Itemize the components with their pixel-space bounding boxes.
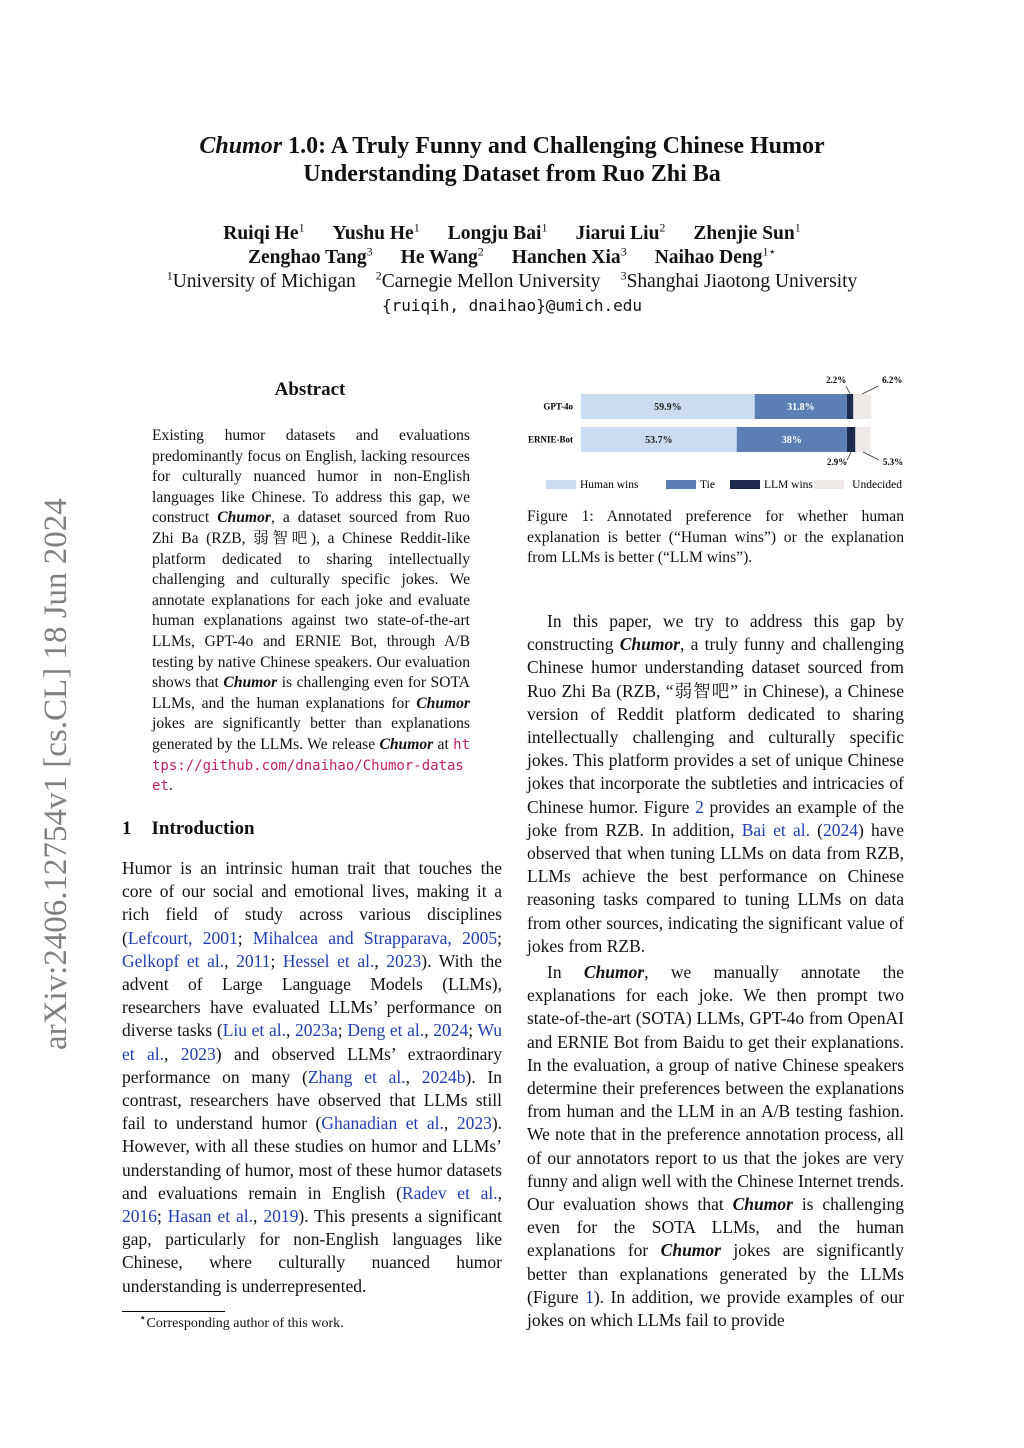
body-text: , bbox=[224, 950, 237, 971]
citation-link[interactable]: Lefcourt, 2001 bbox=[127, 927, 238, 948]
body-text: , bbox=[405, 1066, 422, 1087]
citation-link[interactable]: Hasan et al. bbox=[167, 1206, 254, 1227]
body-text: , a truly funny and challenging Chinese humor understanding dataset sourced from Ruo Zhi Ba (RZB, “弱智吧” in Chinese), a Chinese version of Reddit platform dedicated to sharing intellectually challenging and culturally specific jokes. This platform provides a set of unique Chinese jokes that incorporate the subtleties and intricacies of Chinese humor. Figure bbox=[527, 634, 904, 817]
figure-1-chart bbox=[524, 370, 914, 498]
body-text: provides an example of the joke from RZB. In addition, bbox=[527, 796, 904, 840]
author-name: Yushu He$^1$ bbox=[332, 220, 420, 244]
footnote bbox=[139, 1310, 344, 1332]
author-name: Longju Bai$^1$ bbox=[447, 220, 548, 244]
title-line-1 bbox=[0, 132, 1024, 160]
body-text: ; bbox=[337, 1020, 348, 1041]
affiliation-mark: 3 bbox=[620, 268, 627, 283]
body-text: ). In contrast, researchers have observed that LLMs still fail to understand humor ( bbox=[122, 1066, 503, 1134]
abstract-heading: Abstract bbox=[274, 379, 346, 400]
section-heading-introduction bbox=[122, 818, 255, 840]
data-label: 38% bbox=[781, 435, 802, 446]
citation-link[interactable]: 1 bbox=[585, 1286, 594, 1307]
author-affil-mark: 2 bbox=[659, 220, 666, 235]
body-text: In this paper, we try to address this gap by constructing bbox=[527, 611, 904, 655]
data-label: 2.9% bbox=[827, 457, 848, 467]
author-name: He Wang$^2$ bbox=[400, 244, 484, 268]
body-text: ; bbox=[157, 1206, 168, 1227]
author-name: Zhenjie Sun$^1$ bbox=[693, 220, 801, 244]
right-column-body bbox=[527, 610, 904, 1332]
abstract-text-4: jokes are significantly better than explanations generated by the LLMs. We release bbox=[152, 715, 470, 753]
abstract-text-3: is challenging even for SOTA LLMs, and the human explanations for bbox=[152, 674, 471, 712]
author-affil-mark: 3 bbox=[620, 244, 627, 259]
affiliations bbox=[0, 270, 1024, 294]
body-text: ) have observed that when tuning LLMs on data from RZB, LLMs achieve the best performance on Chinese reasoning tasks compared to tuning LLMs on data from other sources, indicating the significant value of jokes from RZB. bbox=[527, 819, 904, 956]
affiliation-mark: 2 bbox=[375, 268, 382, 283]
body-text: , bbox=[253, 1206, 264, 1227]
author-row-2 bbox=[0, 246, 1024, 270]
footnote-text: Corresponding author of this work. bbox=[146, 1316, 344, 1331]
data-label: 53.7% bbox=[645, 435, 673, 446]
section-title: Introduction bbox=[151, 818, 255, 839]
paper-title bbox=[0, 132, 1024, 188]
citation-link[interactable]: Mihalcea and Strapparava, 2005 bbox=[252, 927, 498, 948]
body-text: , bbox=[497, 1182, 502, 1203]
author-affil-mark: 1 bbox=[298, 220, 305, 235]
body-text: ; bbox=[468, 1020, 478, 1041]
legend-swatch bbox=[814, 480, 844, 489]
author-name: Zenghao Tang$^3$ bbox=[247, 244, 373, 268]
author-row-1 bbox=[0, 222, 1024, 246]
citation-link[interactable]: 2024b bbox=[421, 1066, 466, 1087]
data-label: 2.2% bbox=[825, 375, 847, 385]
abstract-chumor-3: Chumor bbox=[416, 694, 470, 712]
author-name: Hanchen Xia$^3$ bbox=[511, 244, 627, 268]
citation-link[interactable]: 2019 bbox=[263, 1206, 299, 1227]
body-text: Humor is an intrinsic human trait that touches the core of our social and emotional lives, making it a rich field of study across various disciplines ( bbox=[122, 858, 502, 948]
abstract-chumor-1: Chumor bbox=[217, 509, 271, 527]
legend-label: Tie bbox=[700, 479, 715, 491]
body-text: ( bbox=[809, 819, 823, 840]
citation-link[interactable]: Radev et al. bbox=[401, 1182, 498, 1203]
dataset-name: Chumor bbox=[660, 1240, 721, 1261]
bar-segment bbox=[855, 427, 870, 452]
legend-label: Human wins bbox=[580, 479, 639, 491]
leader-line bbox=[846, 386, 850, 394]
body-text: ; bbox=[270, 950, 283, 971]
abstract-text-1: Existing humor datasets and evaluations predominantly focus on English, lacking resources for culturally nuanced humor in non-English languages like Chinese. To address this gap, we construct bbox=[152, 427, 470, 527]
body-text: jokes are significantly better than explanations generated by the LLMs (Figure bbox=[527, 1240, 904, 1307]
body-text: ). With the advent of Large Language Models (LLMs), researchers have evaluated LLMs’ performance on diverse tasks ( bbox=[122, 950, 503, 1041]
legend-label: LLM wins bbox=[764, 479, 813, 491]
data-label: 5.3% bbox=[882, 457, 904, 467]
body-text: ; bbox=[497, 927, 502, 948]
dataset-name: Chumor bbox=[732, 1194, 793, 1215]
citation-link[interactable]: 2 bbox=[695, 796, 704, 817]
leader-line bbox=[847, 452, 851, 460]
affiliation: $^2$Carnegie Mellon University bbox=[375, 268, 601, 292]
abstract-body bbox=[152, 426, 470, 797]
author-affil-mark: 3 bbox=[366, 244, 373, 259]
section-number: 1 bbox=[122, 818, 132, 839]
dataset-name: Chumor bbox=[619, 634, 681, 655]
title-chumor: Chumor bbox=[199, 133, 283, 159]
body-text: ; bbox=[237, 927, 253, 948]
body-text: , we manually annotate the explanations for each joke. We then prompt two state-of-the-art (SOTA) LLMs, GPT-4o from OpenAI and ERNIE Bot from Baidu to get their explanations. In the evaluation, a group of native Chinese speakers determine their preferences between the explanations from human and the LLM in an A/B testing fashion. We note that in the preference annotation process, all of our annotators report to us that the jokes are very funny and align well with the Chinese Internet trends. Our evaluation shows that bbox=[527, 962, 904, 1215]
bar-segment bbox=[853, 394, 871, 419]
body-text: In bbox=[547, 962, 584, 983]
affiliation: $^3$Shanghai Jiaotong University bbox=[620, 268, 858, 292]
author-name: Naihao Deng$^{1⋆}$ bbox=[654, 244, 777, 268]
citation-link[interactable]: 2024 bbox=[822, 819, 858, 840]
legend-swatch bbox=[730, 480, 760, 489]
author-name: Ruiqi He$^1$ bbox=[223, 220, 305, 244]
arxiv-identifier: arXiv:2406.12754v1 [cs.CL] 18 Jun 2024 bbox=[38, 498, 74, 1050]
affiliation: $^1$University of Michigan bbox=[166, 268, 356, 292]
citation-link[interactable]: 2023 bbox=[180, 1043, 216, 1064]
category-label: ERNIE-Bot bbox=[527, 434, 573, 445]
bar-segment bbox=[847, 427, 855, 452]
intro-p1-text bbox=[122, 857, 502, 1298]
dataset-name: Chumor bbox=[583, 962, 645, 983]
data-label: 59.9% bbox=[654, 402, 682, 413]
leader-line bbox=[862, 386, 878, 394]
dataset-link[interactable]: https://github.com/dnaihao/Chumor-dataset bbox=[152, 736, 470, 795]
legend-swatch bbox=[666, 480, 696, 489]
footnote-rule bbox=[122, 1311, 225, 1312]
citation-link[interactable]: Deng et al. bbox=[347, 1020, 425, 1041]
author-affil-mark: 1 bbox=[413, 220, 420, 235]
body-text: , bbox=[285, 1020, 295, 1041]
leader-line bbox=[863, 452, 879, 460]
abstract-text-6: . bbox=[168, 777, 173, 795]
right-paragraph-2 bbox=[527, 961, 904, 1332]
bar-segment bbox=[847, 394, 853, 419]
citation-link[interactable]: 2023 bbox=[456, 1113, 492, 1134]
body-text: ) and observed LLMs’ extraordinary performance on many ( bbox=[122, 1043, 503, 1087]
citation-link[interactable]: Zhang et al. bbox=[307, 1066, 406, 1087]
body-text: ). However, with all these studies on humor and LLMs’ understanding of humor, most of these humor datasets and evaluations remain in English ( bbox=[122, 1113, 503, 1203]
intro-paragraph-1 bbox=[122, 857, 502, 1298]
body-text: ). In addition, we provide examples of our jokes on which LLMs fail to provide bbox=[527, 1286, 904, 1331]
citation-link[interactable]: Ghanadian et al. bbox=[321, 1113, 444, 1134]
title-line1-rest: 1.0: A Truly Funny and Challenging Chinese Humor bbox=[282, 133, 825, 159]
body-text: , bbox=[164, 1043, 181, 1064]
body-text: , bbox=[443, 1113, 457, 1134]
citation-link[interactable]: Gelkopf et al. bbox=[122, 950, 225, 971]
data-label: 31.8% bbox=[787, 402, 815, 413]
citation-link[interactable]: Bai et al. bbox=[741, 819, 810, 840]
data-label: 6.2% bbox=[882, 375, 903, 385]
body-text: ). This presents a significant gap, particularly for non-English languages like Chinese, where culturally nuanced humor understanding is underrepresented. bbox=[122, 1206, 503, 1296]
abstract-text-2: , a dataset sourced from Ruo Zhi Ba (RZB, 弱智吧), a Chinese Reddit-like platform dedicated to sharing intellectually challenging and culturally specific jokes. We annotate explanations for each joke and evaluate human explanations against two state-of-the-art LLMs, GPT-4o and ERNIE Bot, through A/B testing by native Chinese speakers. Our evaluation shows that bbox=[152, 509, 470, 692]
citation-link[interactable]: 2016 bbox=[122, 1206, 157, 1227]
citation-link[interactable]: 2023a bbox=[295, 1020, 338, 1041]
body-text: , bbox=[424, 1020, 434, 1041]
affiliation-mark: 1 bbox=[166, 268, 173, 283]
citation-link[interactable]: Hessel et al. bbox=[282, 950, 375, 971]
footnote-mark: ⋆ bbox=[139, 1310, 147, 1325]
author-email: {ruiqih, dnaihao}@umich.edu bbox=[381, 296, 643, 315]
citation-link[interactable]: Liu et al. bbox=[222, 1020, 286, 1041]
author-affil-mark: 2 bbox=[477, 244, 484, 259]
abstract-chumor-4: Chumor bbox=[379, 735, 434, 753]
citation-link[interactable]: 2024 bbox=[433, 1020, 469, 1041]
body-text: , bbox=[374, 950, 387, 971]
abstract-text-5: at bbox=[433, 735, 454, 753]
citation-link[interactable]: Wu et al. bbox=[122, 1020, 503, 1064]
author-name: Jiarui Liu$^2$ bbox=[575, 220, 666, 244]
figure-1-caption: Figure 1: Annotated preference for whether human explanation is better (“Human wins”) or the explanation from LLMs is better (“LLM wins”). bbox=[527, 508, 904, 567]
legend-label: Undecided bbox=[852, 479, 902, 491]
title-line-2: Understanding Dataset from Ruo Zhi Ba bbox=[303, 161, 721, 187]
abstract-chumor-2: Chumor bbox=[223, 674, 278, 692]
citation-link[interactable]: 2023 bbox=[386, 950, 422, 971]
category-label: GPT-4o bbox=[543, 401, 573, 412]
body-text: is challenging even for the SOTA LLMs, and the human explanations for bbox=[527, 1194, 905, 1261]
right-paragraph-1 bbox=[527, 610, 904, 958]
author-affil-mark: 1⋆ bbox=[762, 244, 777, 259]
author-affil-mark: 1 bbox=[794, 220, 801, 235]
citation-link[interactable]: 2011 bbox=[236, 950, 271, 971]
author-affil-mark: 1 bbox=[541, 220, 548, 235]
legend-swatch bbox=[546, 480, 576, 489]
